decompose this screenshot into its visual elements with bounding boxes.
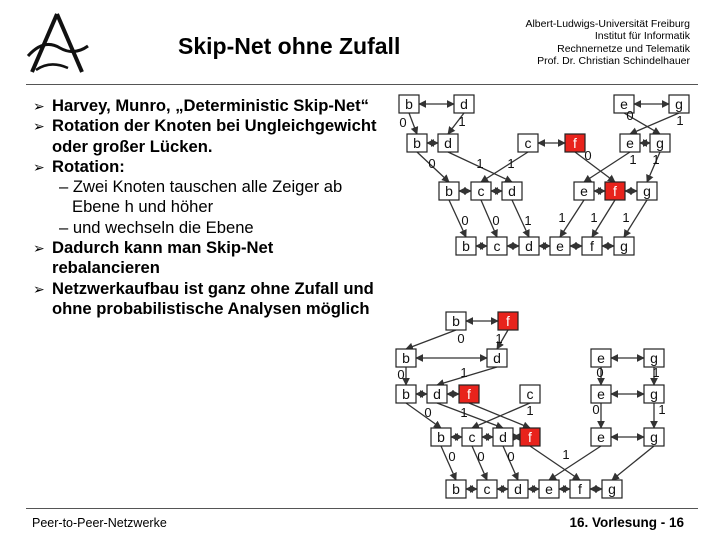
node-label: d bbox=[508, 183, 516, 199]
sub-bullet-item: – Zwei Knoten tauschen alle Zeiger ab Ebene h und höher bbox=[59, 177, 343, 217]
node-label: b bbox=[445, 183, 453, 199]
node-label: d bbox=[499, 429, 507, 445]
skipnet-node bbox=[637, 182, 657, 200]
node-label: b bbox=[462, 238, 470, 254]
node-label: d bbox=[444, 135, 452, 151]
skipnet-node bbox=[650, 134, 670, 152]
page-title: Skip-Net ohne Zufall bbox=[178, 33, 401, 59]
skipnet-node bbox=[605, 182, 625, 200]
skipnet-node bbox=[493, 428, 513, 446]
level-bit-label: 1 bbox=[526, 403, 534, 418]
skipnet-node bbox=[565, 134, 585, 152]
institution-line: Prof. Dr. Christian Schindelhauer bbox=[537, 55, 690, 68]
level-bit-label: 0 bbox=[507, 449, 515, 464]
node-label: d bbox=[433, 386, 441, 402]
skipnet-node bbox=[620, 134, 640, 152]
level-bit-label: 0 bbox=[461, 213, 469, 228]
skipnet-node bbox=[462, 428, 482, 446]
node-label: b bbox=[452, 481, 460, 497]
skipnet-node bbox=[459, 385, 479, 403]
level-bit-label: 0 bbox=[399, 115, 407, 130]
skipnet-node bbox=[520, 385, 540, 403]
node-label: b bbox=[452, 313, 460, 329]
node-label: f bbox=[578, 481, 582, 497]
skipnet-node bbox=[508, 480, 528, 498]
level-bit-label: 0 bbox=[428, 156, 436, 171]
node-label: d bbox=[493, 350, 501, 366]
level-bit-label: 0 bbox=[424, 405, 432, 420]
skipnet-node bbox=[487, 349, 507, 367]
level-bit-label: 1 bbox=[507, 156, 515, 171]
pointer-edge bbox=[437, 403, 503, 428]
node-label: d bbox=[525, 238, 533, 254]
skipnet-node bbox=[396, 349, 416, 367]
skipnet-node bbox=[644, 428, 664, 446]
footer-divider bbox=[26, 508, 698, 509]
level-bit-label: 0 bbox=[626, 108, 634, 123]
node-label: g bbox=[650, 350, 658, 366]
skipnet-node bbox=[477, 480, 497, 498]
skipnet-node bbox=[454, 95, 474, 113]
node-label: f bbox=[506, 313, 510, 329]
skipnet-node bbox=[644, 385, 664, 403]
skipnet-node bbox=[519, 237, 539, 255]
skipnet-node bbox=[438, 134, 458, 152]
level-bit-label: 1 bbox=[476, 156, 484, 171]
skipnet-node bbox=[427, 385, 447, 403]
node-label: d bbox=[514, 481, 522, 497]
node-label: g bbox=[643, 183, 651, 199]
node-label: c bbox=[493, 238, 501, 254]
skipnet-node bbox=[520, 428, 540, 446]
node-label: g bbox=[656, 135, 664, 151]
pointer-edge bbox=[575, 152, 615, 182]
level-bit-label: 1 bbox=[524, 213, 532, 228]
level-bit-label: 1 bbox=[562, 447, 570, 462]
level-bit-label: 1 bbox=[629, 152, 637, 167]
skipnet-node bbox=[498, 312, 518, 330]
skipnet-node bbox=[502, 182, 522, 200]
node-label: e bbox=[545, 481, 553, 497]
sub-bullet-item: – und wechseln die Ebene bbox=[59, 217, 254, 237]
institution-line: Rechnernetze und Telematik bbox=[557, 42, 690, 55]
level-bit-label: 1 bbox=[460, 365, 468, 380]
level-bit-label: 0 bbox=[457, 331, 465, 346]
bullet-item: ➢ Dadurch kann man Skip-Net rebalancieren bbox=[33, 238, 378, 279]
node-label: f bbox=[590, 238, 594, 254]
institution-line: Institut für Informatik bbox=[594, 30, 690, 43]
bullet-item: ➢ Harvey, Munro, „Deterministic Skip-Net“ bbox=[33, 96, 378, 116]
node-label: f bbox=[467, 386, 471, 402]
node-label: f bbox=[573, 135, 577, 151]
footer-page-number: 16. Vorlesung - 16 bbox=[569, 515, 684, 530]
skipnet-node bbox=[439, 182, 459, 200]
skipnet-node bbox=[518, 134, 538, 152]
pointer-edge bbox=[406, 330, 456, 349]
node-label: c bbox=[483, 481, 491, 497]
skipnet-node bbox=[550, 237, 570, 255]
skipnet-node bbox=[539, 480, 559, 498]
nodes-top bbox=[399, 95, 689, 255]
level-bit-label: 0 bbox=[584, 148, 592, 163]
level-bit-label: 0 bbox=[397, 367, 405, 382]
node-label: e bbox=[580, 183, 588, 199]
skipnet-node bbox=[574, 182, 594, 200]
node-label: g bbox=[650, 429, 658, 445]
pointer-edge bbox=[549, 446, 601, 480]
node-label: f bbox=[528, 429, 532, 445]
level-bit-label: 1 bbox=[652, 365, 660, 380]
level-bit-label: 1 bbox=[676, 113, 684, 128]
skipnet-node bbox=[446, 480, 466, 498]
node-label: g bbox=[620, 238, 628, 254]
bullet-item: ➢ Netzwerkaufbau ist ganz ohne Zufall und ohne probabilistische Analysen möglich bbox=[33, 279, 378, 320]
skipnet-node bbox=[487, 237, 507, 255]
skipnet-node bbox=[614, 237, 634, 255]
skipnet-node bbox=[669, 95, 689, 113]
level-bit-label: 1 bbox=[590, 210, 598, 225]
level-bit-label: 1 bbox=[558, 210, 566, 225]
node-label: c bbox=[468, 429, 476, 445]
node-label: b bbox=[402, 350, 410, 366]
pointer-edge bbox=[612, 446, 654, 480]
node-label: b bbox=[413, 135, 421, 151]
level-bit-label: 0 bbox=[492, 213, 500, 228]
pointer-edge bbox=[530, 446, 580, 480]
level-bit-label: 1 bbox=[652, 152, 660, 167]
level-bit-label: 1 bbox=[495, 331, 503, 346]
skipnet-node bbox=[591, 385, 611, 403]
level-bit-label: 0 bbox=[596, 365, 604, 380]
node-label: c bbox=[477, 183, 485, 199]
footer-course: Peer-to-Peer-Netzwerke bbox=[32, 516, 167, 530]
skipnet-node bbox=[407, 134, 427, 152]
skipnet-node bbox=[570, 480, 590, 498]
skipnet-node bbox=[582, 237, 602, 255]
node-label: b bbox=[402, 386, 410, 402]
institution-line: Albert-Ludwigs-Universität Freiburg bbox=[525, 18, 690, 30]
edges-top bbox=[409, 104, 679, 246]
node-label: c bbox=[526, 386, 534, 402]
level-bit-label: 0 bbox=[477, 449, 485, 464]
node-label: b bbox=[437, 429, 445, 445]
skipnet-node bbox=[456, 237, 476, 255]
pointer-edge bbox=[481, 152, 528, 182]
skipnet-node bbox=[471, 182, 491, 200]
level-bit-label: 0 bbox=[448, 449, 456, 464]
bullet-item: ➢ Rotation der Knoten bei Ungleichgewicht oder großer Lücken. bbox=[33, 116, 378, 157]
node-label: g bbox=[650, 386, 658, 402]
level-bit-label: 1 bbox=[622, 210, 630, 225]
node-label: e bbox=[620, 96, 628, 112]
node-label: e bbox=[626, 135, 634, 151]
node-label: d bbox=[460, 96, 468, 112]
level-bit-label: 1 bbox=[658, 402, 666, 417]
level-bit-label: 1 bbox=[458, 114, 466, 129]
node-label: f bbox=[613, 183, 617, 199]
node-label: e bbox=[597, 350, 605, 366]
node-label: e bbox=[597, 386, 605, 402]
node-label: e bbox=[597, 429, 605, 445]
skipnet-node bbox=[431, 428, 451, 446]
node-label: e bbox=[556, 238, 564, 254]
skipnet-node bbox=[446, 312, 466, 330]
level-bit-label: 0 bbox=[592, 402, 600, 417]
node-label: c bbox=[524, 135, 532, 151]
pointer-edge bbox=[409, 113, 417, 134]
level-bit-label: 1 bbox=[460, 405, 468, 420]
skipnet-node bbox=[591, 428, 611, 446]
skipnet-node bbox=[399, 95, 419, 113]
node-label: b bbox=[405, 96, 413, 112]
bullet-item: ➢ Rotation: bbox=[33, 157, 378, 177]
skipnet-node bbox=[396, 385, 416, 403]
skipnet-node bbox=[602, 480, 622, 498]
node-label: g bbox=[675, 96, 683, 112]
node-label: g bbox=[608, 481, 616, 497]
